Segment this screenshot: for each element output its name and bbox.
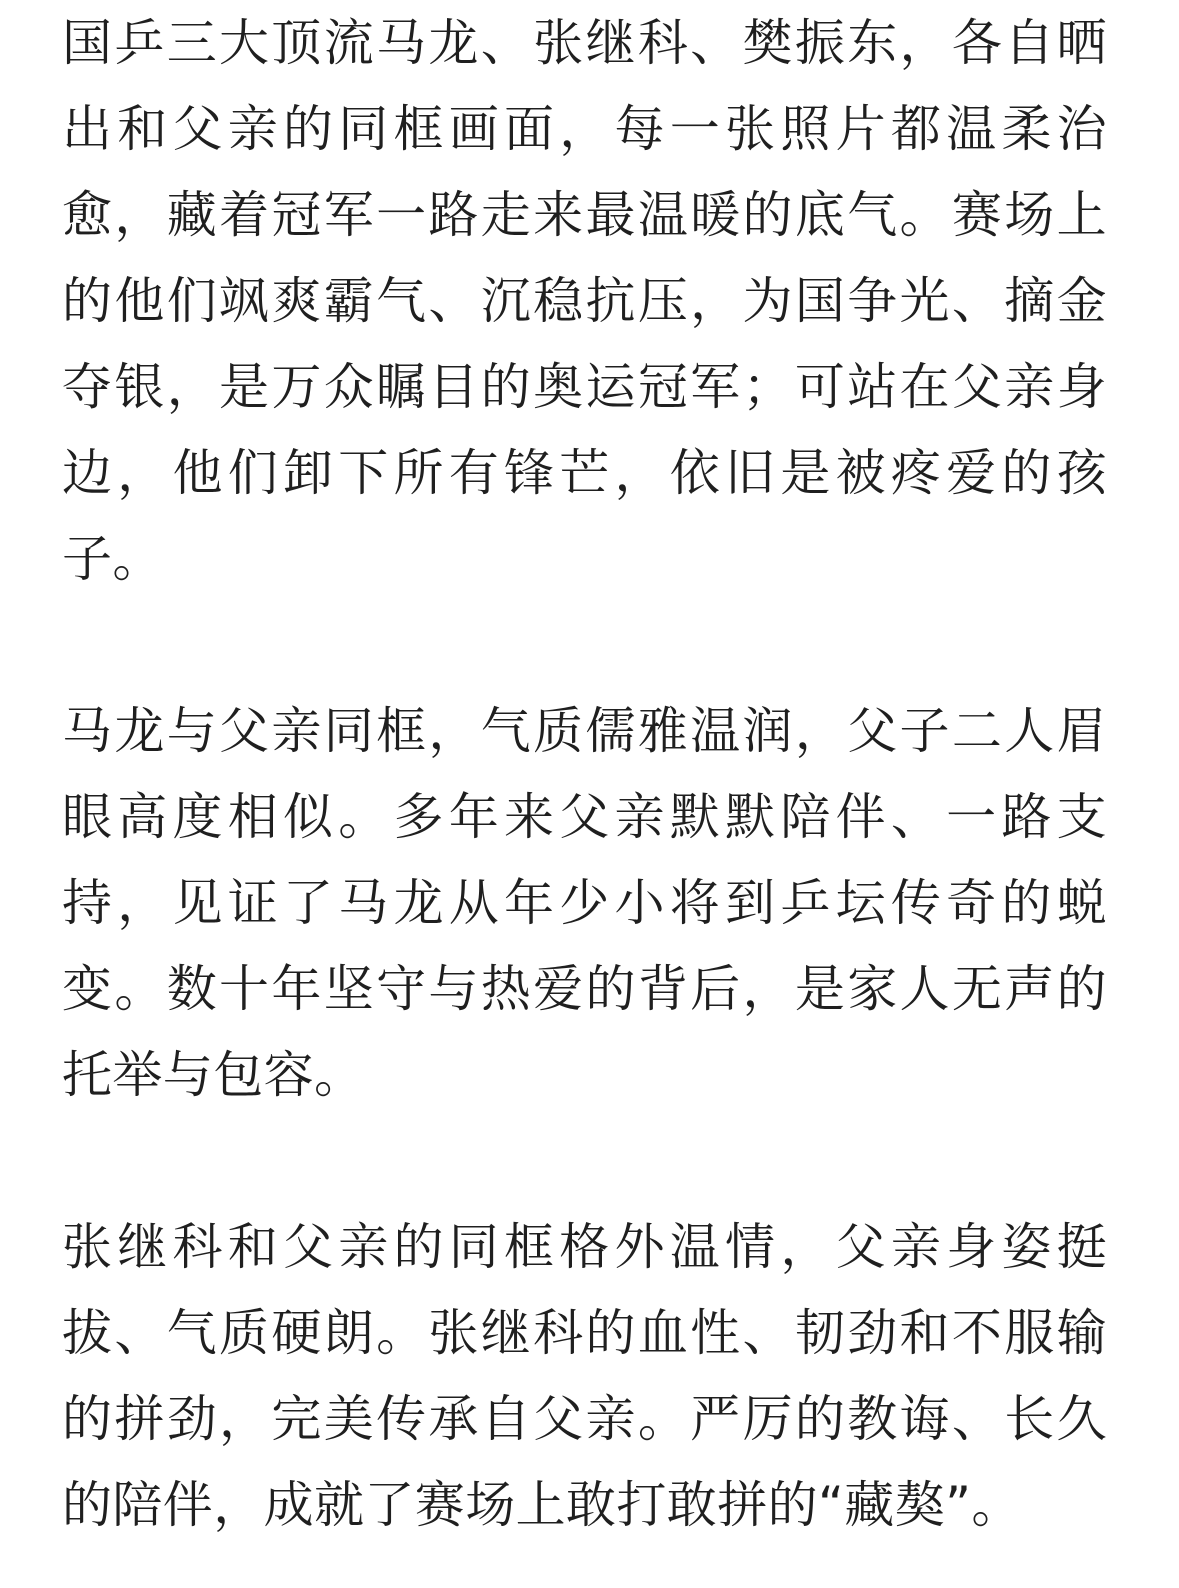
article-body [62,0,1107,1548]
paragraph-zhang-jike: 张继科和父亲的同框格外温情，父亲身姿挺拔、气质硬朗。张继科的血性、韧劲和不服输的拼劲，完美传承自父亲。严厉的教诲、长久的陪伴，成就了赛场上敢打敢拼的“藏獒”。 [62,1218,1107,1534]
paragraph-ma-long: 马龙与父亲同框，气质儒雅温润，父子二人眉眼高度相似。多年来父亲默默陪伴、一路支持，见证了马龙从年少小将到乒坛传奇的蜕变。数十年坚守与热爱的背后，是家人无声的托举与包容。 [62,702,1107,1104]
paragraph-intro: 国乒三大顶流马龙、张继科、樊振东，各自晒出和父亲的同框画面，每一张照片都温柔治愈，藏着冠军一路走来最温暖的底气。赛场上的他们飒爽霸气、沉稳抗压，为国争光、摘金夺银，是万众瞩目的奥运冠军；可站在父亲身边，他们卸下所有锋芒，依旧是被疼爱的孩子。 [62,14,1107,588]
